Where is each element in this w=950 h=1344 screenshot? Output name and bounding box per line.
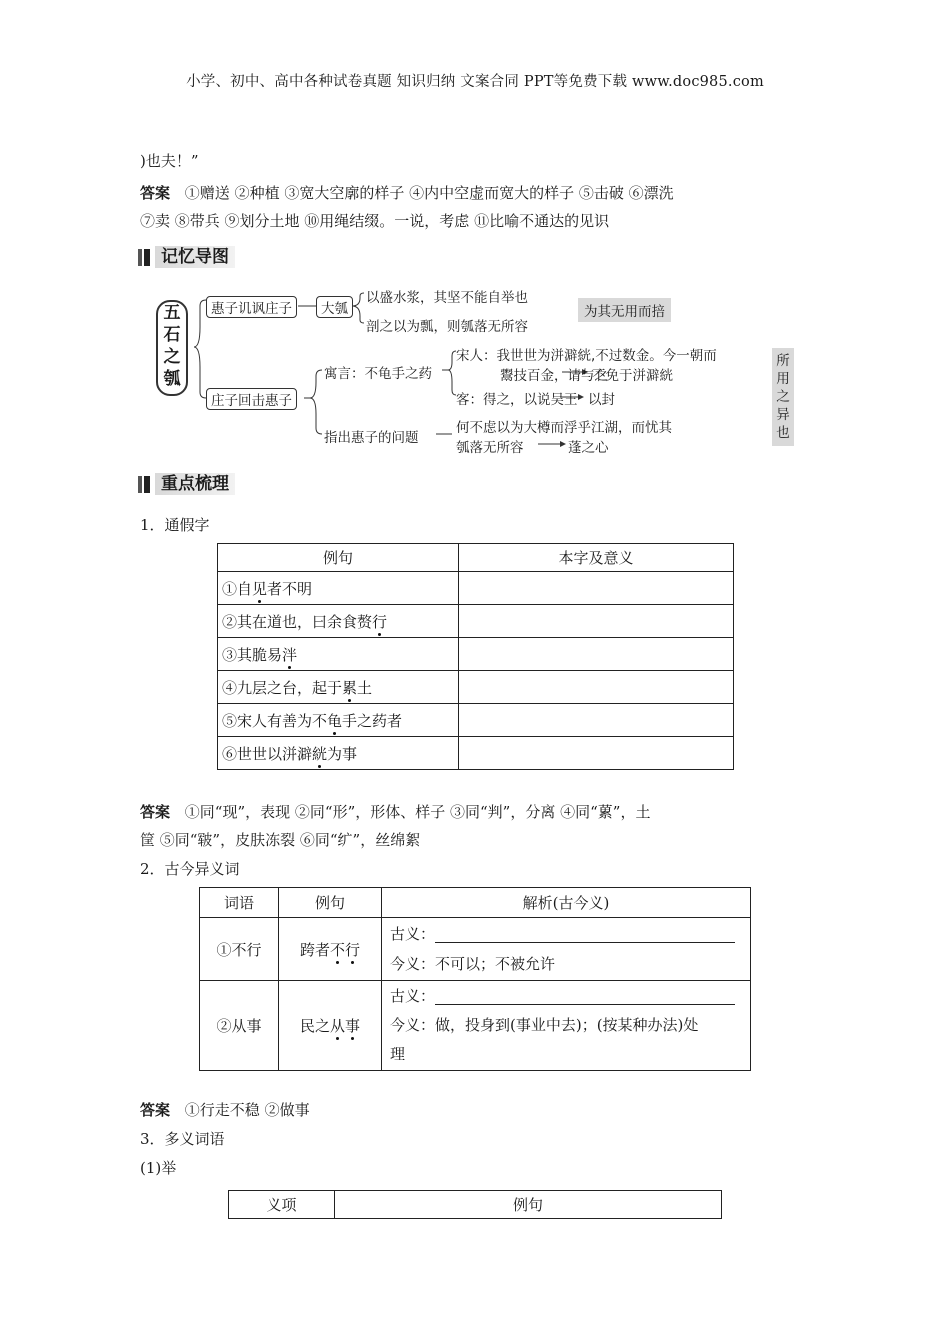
ke-text: 客：得之，以说吴王 — [456, 392, 578, 408]
fable-node: 寓言：不龟手之药 — [324, 366, 432, 382]
example-cell — [218, 638, 459, 671]
answer-block-2 — [140, 799, 820, 825]
site-header: 小学、初中、高中各种试卷真题 知识归纳 文案合同 PPT等免费下载 www.doc985.com — [186, 74, 764, 90]
reason-tag: 为其无用而掊 — [578, 298, 671, 322]
answer-text-line2: ⑦卖 ⑧带兵 ⑨划分土地 ⑩用绳结缀。一说，考虑 ⑪比喻不通达的见识 — [140, 212, 610, 230]
dotted-char: 泮 — [282, 645, 298, 664]
table-row — [218, 737, 734, 770]
song-line-2b: 不免于洴澼絖 — [592, 368, 673, 384]
table-header: 义项 — [229, 1191, 335, 1219]
vertical-char: 所 — [776, 353, 790, 369]
gu-label: 古义： — [390, 987, 436, 1005]
table-row — [218, 638, 734, 671]
example-cell — [218, 671, 459, 704]
vertical-label — [772, 348, 794, 446]
answer-cell[interactable] — [459, 671, 734, 704]
table-header: 本字及意义 — [459, 544, 734, 572]
example-text: ①自 — [222, 579, 253, 598]
answer-text: ①同“现”，表现 ②同“形”，形体、样子 ③同“判”，分离 ④同“蔂”，土 — [184, 803, 651, 821]
root-node — [156, 300, 188, 396]
answer-text: ①行走不稳 ②做事 — [184, 1101, 310, 1119]
dotted-char: 从 — [329, 1017, 345, 1035]
point-out-node: 指出惠子的问题 — [324, 430, 419, 446]
dotted-char: 絖 — [312, 744, 328, 763]
example-text: ⑤宋人有善为不 — [222, 711, 328, 730]
branch-node-1: 惠子讥讽庄子 — [206, 296, 297, 318]
vertical-char: 也 — [776, 425, 790, 441]
subsection-sub: (1)举 — [140, 1159, 177, 1177]
answer-cell[interactable] — [459, 605, 734, 638]
subsection-title-1: 1．通假字 — [140, 516, 210, 534]
example-cell — [279, 981, 382, 1071]
continuation-text: )也夫！” — [140, 152, 199, 170]
vertical-char: 用 — [776, 371, 790, 387]
dotted-char: 不 — [329, 940, 345, 959]
root-char: 五 — [163, 303, 181, 323]
table-header: 例句 — [279, 888, 382, 918]
section-header-key-points — [138, 473, 235, 495]
example-text: 手之药者 — [342, 711, 403, 730]
answer-block-1 — [140, 180, 820, 206]
dotted-char: 见 — [252, 579, 268, 598]
table-header: 解析(古今义) — [382, 888, 751, 918]
answer-label: 答案 — [140, 184, 171, 202]
answer-label: 答案 — [140, 803, 171, 821]
table-row — [200, 918, 751, 981]
example-text: 者不明 — [267, 579, 313, 598]
table-duoyi — [228, 1190, 722, 1219]
example-cell — [279, 918, 382, 981]
answer-text-line2: 筐 ⑤同“皲”，皮肤冻裂 ⑥同“纩”，丝绵絮 — [140, 831, 421, 849]
table-gujin — [199, 887, 751, 1071]
example-cell — [218, 704, 459, 737]
answer-cell[interactable] — [459, 572, 734, 605]
song-line-2: 鬻技百金，请与之 — [500, 368, 608, 384]
section-bars-icon — [138, 476, 150, 493]
dotted-char: 累 — [342, 678, 358, 697]
example-text: ②其在道也，曰余食赘 — [222, 612, 373, 631]
table-row — [218, 605, 734, 638]
problem-line-1: 何不虑以为大樽而浮乎江湖，而忧其 — [456, 420, 672, 436]
vertical-char: 异 — [776, 407, 790, 423]
table-header: 词语 — [200, 888, 279, 918]
example-text: 土 — [357, 678, 373, 697]
example-text: 为事 — [327, 744, 358, 763]
section-bars-icon — [138, 249, 150, 266]
table-row — [218, 671, 734, 704]
big-gourd-node: 大瓠 — [316, 296, 353, 318]
root-char: 之 — [163, 347, 181, 367]
answer-cell[interactable] — [459, 737, 734, 770]
subsection-title-3: 3．多义词语 — [140, 1130, 225, 1148]
subsection-title-2: 2．古今异义词 — [140, 860, 240, 878]
branch-node-2: 庄子回击惠子 — [206, 388, 297, 410]
blank-line[interactable] — [435, 928, 735, 943]
answer-label: 答案 — [140, 1101, 171, 1119]
example-text: 跨者 — [299, 940, 330, 959]
answer-text: ①赠送 ②种植 ③宽大空廓的样子 ④内中空虚而宽大的样子 ⑤击破 ⑥漂洗 — [184, 184, 674, 202]
jin-text: 今义：不可以；不被允许 — [390, 955, 556, 973]
root-char: 石 — [163, 325, 181, 345]
table-tongjiazi — [217, 543, 734, 770]
jin-text: 今义：做，投身到(事业中去)；(按某种办法)处 — [390, 1016, 699, 1034]
example-cell — [218, 737, 459, 770]
table-row — [218, 572, 734, 605]
analysis-cell — [382, 981, 751, 1071]
jin-text-cont: 理 — [390, 1045, 406, 1063]
example-text: ③其脆易 — [222, 645, 283, 664]
section-title: 重点梳理 — [155, 473, 235, 495]
answer-cell[interactable] — [459, 704, 734, 737]
word-cell: ②从事 — [200, 981, 279, 1071]
section-title: 记忆导图 — [155, 246, 235, 268]
analysis-cell — [382, 918, 751, 981]
leaf-node-1: 以盛水浆，其坚不能自举也 — [366, 290, 528, 306]
leaf-node-2: 剖之以为瓢，则瓠落无所容 — [366, 319, 528, 335]
answer-block-3 — [140, 1097, 820, 1123]
example-cell — [218, 572, 459, 605]
example-text: ④九层之台，起于 — [222, 678, 343, 697]
word-cell: ①不行 — [200, 918, 279, 981]
mind-map — [150, 282, 800, 456]
dotted-char: 龟 — [327, 711, 343, 730]
table-header: 例句 — [335, 1191, 722, 1219]
dotted-char: 行 — [372, 612, 388, 631]
gu-label: 古义： — [390, 925, 436, 943]
blank-line[interactable] — [435, 990, 735, 1005]
section-header-memory-map — [138, 246, 235, 268]
problem-result: 蓬之心 — [568, 440, 609, 456]
root-char: 瓠 — [163, 369, 181, 389]
table-header: 例句 — [218, 544, 459, 572]
problem-line-2: 瓠落无所容 — [456, 440, 524, 456]
song-line-1: 宋人：我世世为洴澼絖,不过数金。今一朝而 — [456, 348, 717, 364]
example-cell — [218, 605, 459, 638]
vertical-char: 之 — [776, 389, 790, 405]
table-row — [200, 981, 751, 1071]
example-text: 民之 — [299, 1017, 330, 1035]
answer-cell[interactable] — [459, 638, 734, 671]
table-row — [218, 704, 734, 737]
dotted-char: 行 — [345, 940, 361, 959]
dotted-char: 事 — [345, 1017, 361, 1035]
example-text: ⑥世世以洴澼 — [222, 744, 313, 763]
ke-result: 以封 — [588, 392, 615, 408]
